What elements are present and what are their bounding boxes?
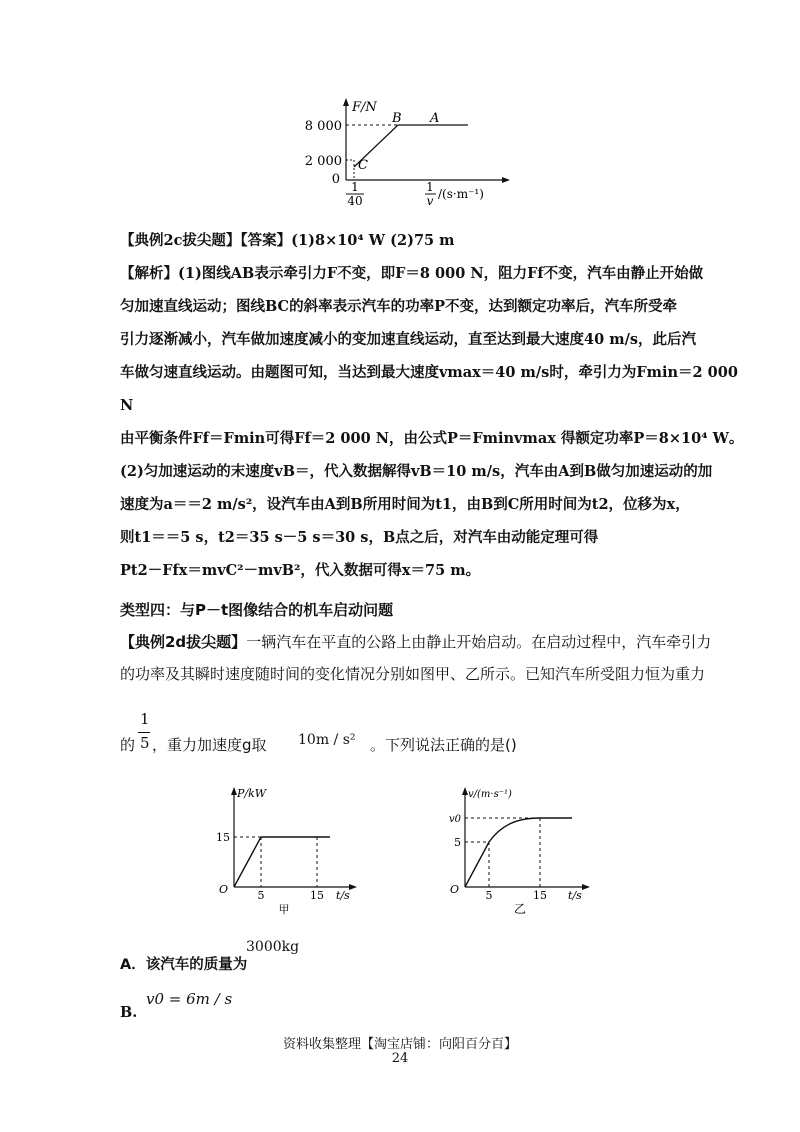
example-2d-line-2: 的功率及其瞬时速度随时间的变化情况分别如图甲、乙所示。已知汽车所受阻力恒为重力	[120, 665, 706, 683]
line3-suffix: 。下列说法正确的是()	[370, 736, 517, 754]
y-label: P/kW	[237, 787, 267, 800]
example-2d-text-1: 一辆汽车在平直的公路上由静止开始启动。在启动过程中，汽车牵引力	[246, 633, 712, 651]
example-2c-tag: 【典例2c拔尖题】	[120, 232, 241, 249]
option-a-value: 3000kg	[246, 939, 300, 955]
analysis-line-5: N	[120, 397, 134, 414]
caption: 乙	[513, 902, 527, 916]
fraction-bar	[138, 732, 150, 733]
x-tick-denominator: 40	[347, 194, 363, 208]
fraction-numerator: 1	[140, 710, 150, 728]
x-label: t/s	[336, 889, 350, 902]
tick-8000: 8 000	[304, 119, 342, 134]
x-axis-numerator: 1	[426, 180, 434, 194]
x-tick-15: 15	[310, 889, 324, 902]
origin-label: O	[449, 883, 459, 896]
option-b-value: v0 = 6m / s	[146, 990, 233, 1008]
y-label: v/(m·s⁻¹)	[468, 789, 512, 800]
analysis-line-4: 车做匀速直线运动。由题图可知，当达到最大速度vmax＝40 m/s时，牵引力为Fmin＝2 000	[120, 364, 738, 381]
origin-label: O	[218, 883, 228, 896]
tick-v0: v0	[448, 814, 461, 825]
analysis-line-6: 由平衡条件Ff＝Fmin可得Ff＝2 000 N，由公式P＝Fminvmax 得额定功率P＝8×10⁴ W。	[120, 430, 744, 447]
point-a-label: A	[430, 111, 440, 126]
x-axis-arrow	[349, 884, 357, 890]
point-b-label: B	[392, 111, 402, 126]
x-axis-denominator: v	[426, 194, 434, 208]
y-axis-label: F/N	[352, 100, 377, 115]
tick-15: 15	[216, 831, 230, 844]
point-c-label: C	[358, 158, 368, 173]
analysis-line-8: 速度为a＝＝2 m/s²，设汽车由A到B所用时间为t1，由B到C所用时间为t2，位移为x，	[120, 496, 690, 513]
power-ramp	[234, 837, 261, 887]
tick-5: 5	[454, 836, 461, 849]
x-axis-arrow	[582, 884, 590, 890]
x-tick-5: 5	[257, 889, 265, 902]
example-2d-line-3	[120, 710, 720, 760]
analysis-tag: 【解析】	[120, 265, 178, 282]
x-label: t/s	[568, 889, 582, 902]
option-b-label: B.	[120, 1004, 138, 1021]
option-a	[120, 935, 420, 975]
line3-middle: ，重力加速度g取	[152, 736, 267, 754]
analysis-line-9: 则t1＝＝5 s，t2＝35 s－5 s＝30 s，B点之后，对汽车由动能定理可得	[120, 529, 599, 546]
x-tick-5: 5	[485, 889, 493, 902]
section-title: 类型四：与P－t图像结合的机车启动问题	[120, 601, 394, 619]
fraction-denominator: 5	[140, 734, 150, 752]
analysis-line-1	[120, 264, 703, 284]
analysis-line-3: 引力逐渐减小，汽车做加速度减小的变加速直线运动，直至达到最大速度40 m/s，此后汽	[120, 331, 697, 348]
option-b	[120, 988, 420, 1024]
analysis-line-10: Pt2－Ffx＝mvC²－mvB²，代入数据可得x＝75 m。	[120, 562, 481, 579]
x-axis-unit: /(s·m⁻¹)	[438, 187, 484, 201]
origin-label: 0	[331, 172, 340, 187]
answer-text: (1)8×10⁴ W (2)75 m	[291, 232, 455, 249]
x-tick-15: 15	[533, 889, 547, 902]
answer-tag: 【答案】	[240, 232, 292, 249]
tick-2000: 2 000	[304, 154, 342, 169]
page-number: 24	[391, 1051, 409, 1066]
x-tick-numerator: 1	[351, 180, 359, 194]
caption: 甲	[278, 903, 290, 916]
f-vs-inverse-v-graph	[300, 95, 520, 210]
analysis-line-7: (2)匀加速运动的末速度vB＝，代入数据解得vB＝10 m/s，汽车由A到B做匀加速运动的加	[120, 463, 713, 480]
velocity-curve	[465, 818, 572, 887]
y-axis-arrow	[343, 98, 349, 106]
option-a-label: A．该汽车的质量为	[120, 957, 248, 973]
footer-text: 资料收集整理【淘宝店铺：向阳百分百】	[282, 1037, 517, 1052]
v-vs-t-graph	[440, 782, 600, 917]
example-2c-answer-line	[120, 231, 455, 251]
analysis-line-2: 匀加速直线运动；图线BC的斜率表示汽车的功率P不变，达到额定功率后，汽车所受牵	[120, 298, 677, 315]
example-2d-line-1	[120, 632, 711, 652]
example-2d-tag: 【典例2d拔尖题】	[120, 633, 247, 651]
line3-prefix: 的	[120, 736, 136, 754]
p-vs-t-graph	[212, 782, 362, 917]
analysis-text-1: (1)图线AB表示牵引力F不变，即F＝8 000 N，阻力Ff不变，汽车由静止开始做	[178, 265, 704, 282]
g-value: 10m / s²	[298, 732, 356, 748]
x-axis-arrow	[502, 177, 510, 183]
